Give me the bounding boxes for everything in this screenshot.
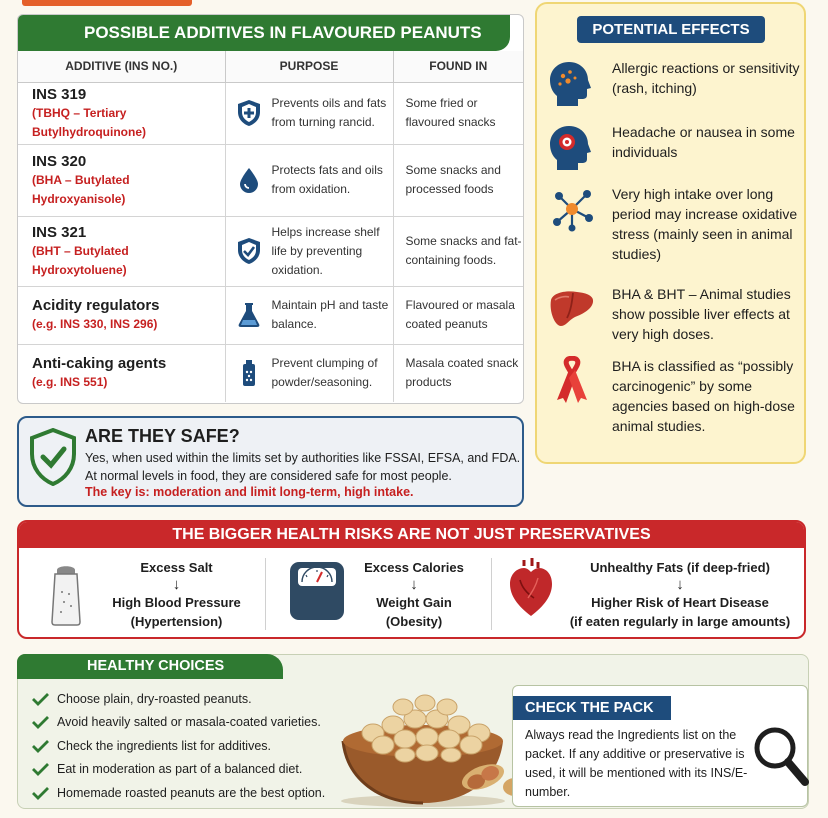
risk-cause: Unhealthy Fats (if deep-fried): [590, 560, 770, 575]
safety-text: Yes, when used within the limits set by authorities like FSSAI, EFSA, and FDA. At normal levels in food, they are considered safe for most people.: [85, 451, 521, 483]
effect-item: [547, 184, 802, 264]
effect-text: Allergic reactions or sensitivity (rash, itching): [612, 60, 800, 96]
check-icon: [32, 762, 49, 776]
risks-title: THE BIGGER HEALTH RISKS ARE NOT JUST PRESERVATIVES: [19, 522, 804, 548]
flask-icon: [234, 300, 264, 330]
additives-table: [18, 51, 523, 402]
risk-effect: Weight Gain: [376, 595, 452, 610]
effect-text: BHA & BHT – Animal studies show possible liver effects at very high doses.: [612, 286, 791, 342]
effect-item: [547, 58, 802, 108]
salt-shaker-icon: [49, 562, 83, 626]
healthy-choices-panel: [17, 654, 809, 809]
effects-title: POTENTIAL EFFECTS: [577, 16, 765, 43]
found-in-text: Some fried or flavoured snacks: [393, 82, 523, 144]
table-row: [18, 216, 523, 286]
ribbon-icon: [547, 356, 597, 406]
table-row: [18, 286, 523, 344]
top-accent-strip: [22, 0, 192, 6]
head-allergy-icon: [547, 58, 597, 108]
risk-effect-sub: (Hypertension): [130, 614, 223, 629]
list-item-text: Homemade roasted peanuts are the best option.: [57, 785, 326, 800]
shield-check-icon: [234, 236, 264, 266]
effect-text: BHA is classified as “possibly carcinogenic” by some agencies based on high-dose animal studies.: [612, 358, 795, 434]
list-item-text: Eat in moderation as part of a balanced diet.: [57, 762, 303, 777]
oil-drop-icon: [234, 165, 264, 195]
check-pack-text: Always read the Ingredients list on the packet. If any additive or preservative is used, it will be mentioned with its INS/E-number.: [525, 728, 748, 799]
list-item: [32, 687, 325, 711]
table-row: [18, 82, 523, 144]
found-in-text: Masala coated snack products: [405, 356, 519, 390]
table-row: [18, 144, 523, 216]
header-purpose: PURPOSE: [225, 51, 393, 82]
risk-effect: High Blood Pressure: [112, 595, 241, 610]
head-pain-icon: [547, 122, 597, 172]
safety-title: ARE THEY SAFE?: [85, 426, 240, 446]
table-row: [18, 344, 523, 402]
additive-sub: (TBHQ – Tertiary Butylhydroquinone): [32, 105, 146, 139]
health-risks-panel: [17, 520, 806, 639]
risk-cause: Excess Salt: [140, 560, 213, 575]
heart-icon: [508, 558, 554, 620]
effect-text: Headache or nausea in some individuals: [612, 124, 795, 160]
check-icon: [32, 715, 49, 729]
additive-sub: (BHT – Butylated Hydroxytoluene): [32, 243, 129, 277]
risk-cause: Excess Calories: [364, 560, 464, 575]
list-item-text: Avoid heavily salted or masala-coated varieties.: [57, 715, 321, 730]
check-icon: [32, 786, 49, 800]
shaker-icon: [234, 358, 264, 388]
additives-panel: [17, 14, 524, 404]
list-item-text: Check the ingredients list for additives.: [57, 738, 271, 753]
additive-sub: (e.g. INS 330, INS 296): [32, 317, 158, 331]
arrow-down-icon: ↓: [172, 576, 181, 593]
effect-item: [547, 284, 802, 344]
header-found-in: FOUND IN: [393, 51, 523, 82]
liver-icon: [547, 284, 597, 334]
purpose-text: Prevent clumping of powder/seasoning.: [271, 356, 378, 390]
purpose-text: Protects fats and oils from oxidation.: [271, 163, 383, 196]
purpose-text: Maintain pH and taste balance.: [271, 298, 389, 331]
scale-icon: [288, 560, 346, 622]
effect-item: [547, 122, 802, 172]
additive-sub: (BHA – Butylated Hydroxyanisole): [32, 172, 130, 206]
risk-effect-sub: (if eaten regularly in large amounts): [569, 614, 791, 629]
additive-name: INS 320: [32, 152, 87, 170]
additives-title: POSSIBLE ADDITIVES IN FLAVOURED PEANUTS: [18, 15, 510, 51]
additive-sub: (e.g. INS 551): [32, 375, 108, 390]
check-pack-panel: [512, 685, 808, 807]
list-item-text: Choose plain, dry-roasted peanuts.: [57, 691, 252, 706]
risk-item-calories: [266, 548, 491, 639]
peanut-bowl-image: [333, 679, 533, 809]
magnifier-icon: [751, 722, 809, 788]
additive-name: Anti-caking agents: [32, 355, 167, 373]
list-item: [32, 711, 325, 735]
additive-name: Acidity regulators: [32, 297, 160, 314]
safety-key-message: The key is: moderation and limit long-term, high intake.: [85, 485, 414, 499]
shield-plus-icon: [234, 98, 264, 128]
risk-effect-sub: (Obesity): [385, 614, 443, 629]
check-icon: [32, 692, 49, 706]
purpose-text: Prevents oils and fats from turning rancid.: [271, 96, 387, 129]
healthy-choices-list: [32, 687, 325, 805]
found-in-text: Flavoured or masala coated peanuts: [393, 286, 523, 344]
list-item: [32, 781, 325, 805]
shield-check-icon: [29, 428, 77, 486]
additive-name: INS 321: [32, 223, 87, 241]
list-item: [32, 758, 325, 782]
risk-item-fats: [492, 548, 806, 639]
check-icon: [32, 739, 49, 753]
list-item: [32, 734, 325, 758]
potential-effects-panel: [535, 2, 806, 464]
arrow-down-icon: ↓: [410, 576, 418, 593]
effect-item: [547, 356, 802, 436]
additive-name: INS 319: [32, 85, 87, 103]
risk-effect: Higher Risk of Heart Disease: [591, 595, 769, 610]
purpose-text: Helps increase shelf life by preventing oxidation.: [271, 224, 380, 277]
check-pack-title: CHECK THE PACK: [513, 696, 671, 720]
arrow-down-icon: ↓: [676, 576, 684, 593]
healthy-choices-title: HEALTHY CHOICES: [17, 654, 283, 679]
found-in-text: Some snacks and processed foods: [393, 144, 523, 216]
table-header-row: [18, 51, 523, 82]
effect-text: Very high intake over long period may increase oxidative stress (mainly seen in animal studies): [612, 186, 798, 262]
safety-panel: [17, 416, 524, 507]
header-additive: ADDITIVE (INS NO.): [18, 51, 225, 82]
molecule-icon: [547, 184, 597, 234]
risk-item-salt: [19, 548, 264, 639]
found-in-text: Some snacks and fat-containing foods.: [393, 216, 523, 286]
